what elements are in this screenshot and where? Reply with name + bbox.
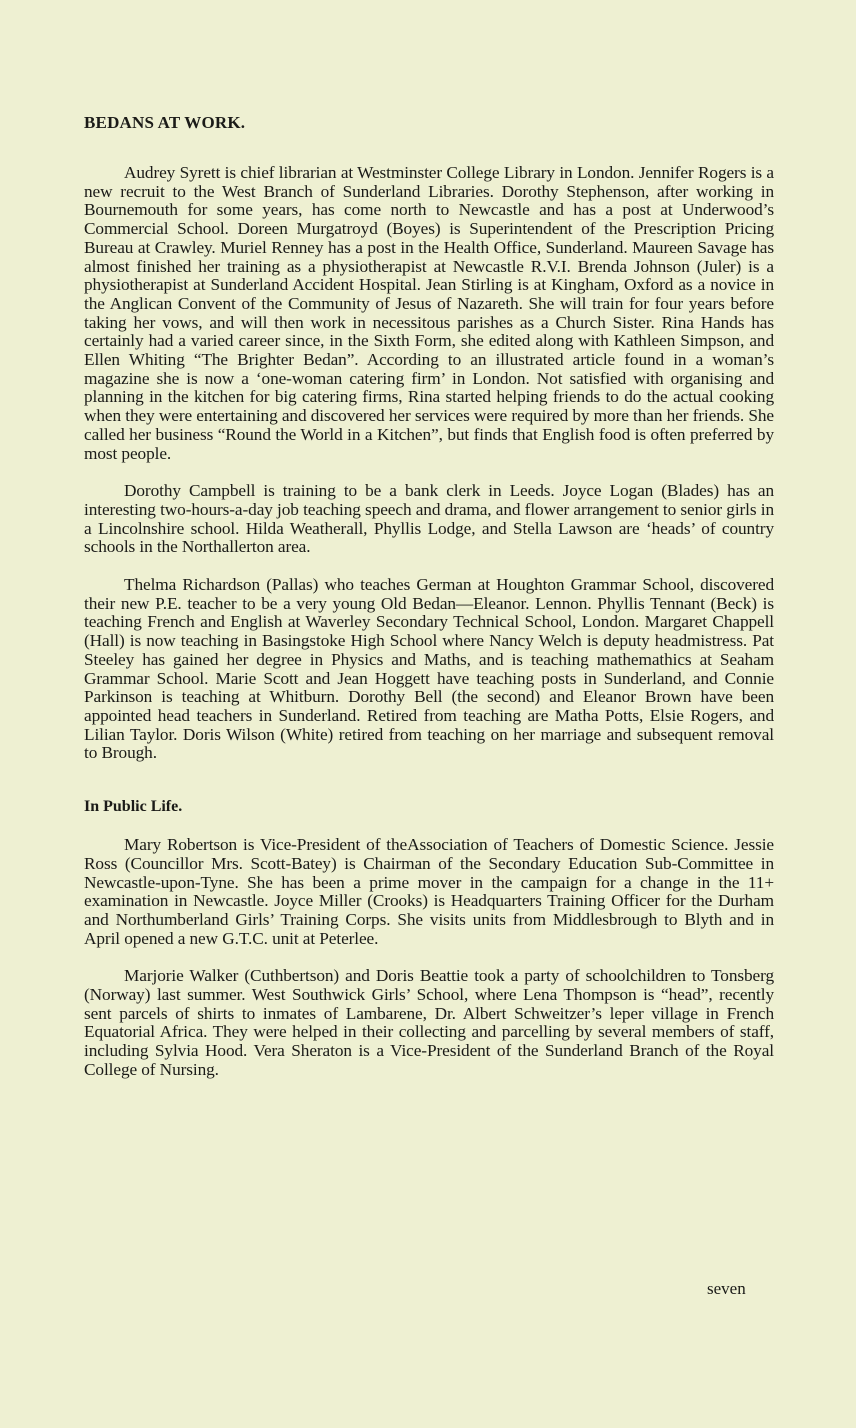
- paragraph-careers: Audrey Syrett is chief librarian at Westminster College Library in London. Jennifer Rogers is a new recruit to the West Branch of Sunderland Libraries. Dorothy Stephenson, after working in Bournemouth for some years, has come north to Newcastle and has a post at Underwood’s Commercial School. Doreen Murgatroyd (Boyes) is Superintendent of the Prescription Pricing Bureau at Crawley. Muriel Renney has a post in the Health Office, Sunderland. Maureen Savage has almost finished her training as a physiotherapist at Newcastle R.V.I. Brenda Johnson (Juler) is a physiotherapist at Sunderland Accident Hospital. Jean Stirling is at Kingham, Oxford as a novice in the Anglican Convent of the Community of Jesus of Nazareth. She will train for four years before taking her vows, and will then work in necessitous parishes as a Church Sister. Rina Hands has certainly had a varied career since, in the Sixth Form, she edited along with Kathleen Simpson, and Ellen Whiting “The Brighter Bedan”. According to an illustrated article found in a woman’s magazine she is now a ‘one-woman catering firm’ in London. Not satisfied with organising and planning in the kitchen for big catering firms, Rina started helping friends to do the actual cooking when they were entertaining and discovered her services were required by more than her friends. She called her business “Round the World in a Kitchen”, but finds that English food is often preferred by most people.: [84, 163, 774, 463]
- section-heading-in-public-life: In Public Life.: [84, 798, 183, 816]
- paragraph-training-and-teaching: Dorothy Campbell is training to be a bank clerk in Leeds. Joyce Logan (Blades) has an interesting two-hours-a-day job teaching speech and drama, and flower arrangement to senior girls in a Lincolnshire school. Hilda Weatherall, Phyllis Lodge, and Stella Lawson are ‘heads’ of country schools in the Northallerton area.: [84, 481, 774, 557]
- paragraph-teaching-posts: Thelma Richardson (Pallas) who teaches German at Houghton Grammar School, discovered their new P.E. teacher to be a very young Old Bedan—Eleanor. Lennon. Phyllis Tennant (Beck) is teaching French and English at Waverley Secondary Technical School, London. Margaret Chappell (Hall) is now teaching in Basingstoke High School where Nancy Welch is deputy headmistress. Pat Steeley has gained her degree in Physics and Maths, and is teaching mathemathics at Seaham Grammar School. Marie Scott and Jean Hoggett have teaching posts in Sunderland, and Connie Parkinson is teaching at Whitburn. Dorothy Bell (the second) and Eleanor Brown have been appointed head teachers in Sunderland. Retired from teaching are Matha Potts, Elsie Rogers, and Lilian Taylor. Doris Wilson (White) retired from teaching on her marriage and subsequent removal to Brough.: [84, 575, 774, 763]
- paragraph-public-roles: Mary Robertson is Vice-President of theAssociation of Teachers of Domestic Science. Jessie Ross (Councillor Mrs. Scott-Batey) is Chairman of the Secondary Education Sub-Committee in Newcastle-upon-Tyne. She has been a prime mover in the campaign for a change in the 11+ examination in Newcastle. Joyce Miller (Crooks) is Headquarters Training Officer for the Durham and Northumberland Girls’ Training Corps. She visits units from Middlesbrough to Blyth and in April opened a new G.T.C. unit at Peterlee.: [84, 835, 774, 948]
- page-number: seven: [707, 1279, 746, 1298]
- paragraph-charity-and-nursing: Marjorie Walker (Cuthbertson) and Doris Beattie took a party of schoolchildren to Tonsberg (Norway) last summer. West Southwick Girls’ School, where Lena Thompson is “head”, recently sent parcels of shirts to inmates of Lambarene, Dr. Albert Schweitzer’s leper village in French Equatorial Africa. They were helped in their collecting and parcelling by several members of staff, including Sylvia Hood. Vera Sheraton is a Vice-President of the Sunderland Branch of the Royal College of Nursing.: [84, 966, 774, 1079]
- section-heading-bedans-at-work: BEDANS AT WORK.: [84, 113, 246, 132]
- document-page: [84, 112, 774, 1080]
